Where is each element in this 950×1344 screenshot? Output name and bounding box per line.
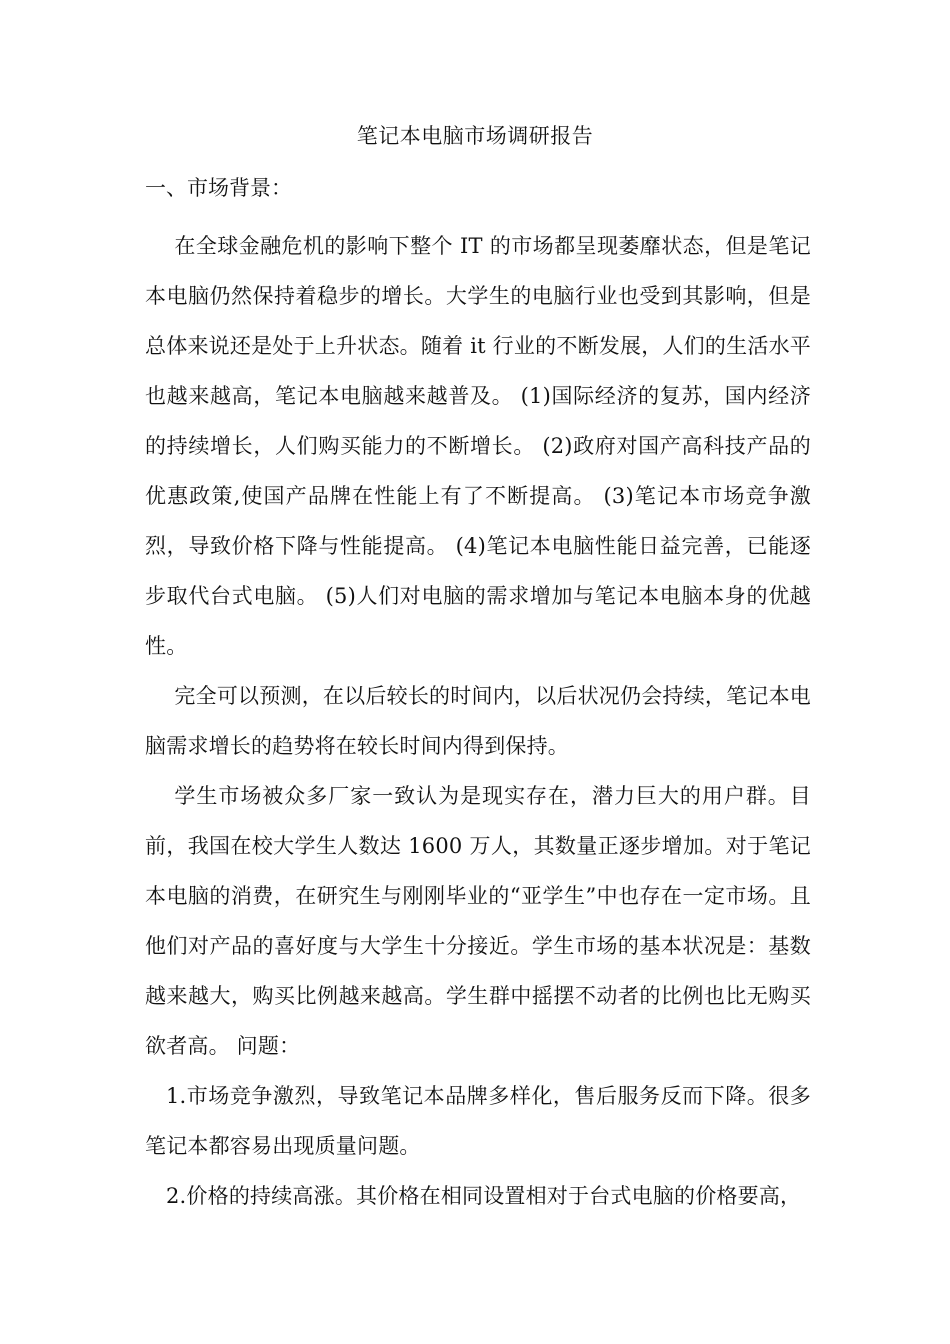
list-item-problem-1: 1.市场竞争激烈，导致笔记本品牌多样化，售后服务反而下降。很多笔记本都容易出现质量问题。 [145, 1084, 811, 1158]
section-heading-market-background: 一、市场背景： [145, 176, 292, 200]
paragraph-student-market: 学生市场被众多厂家一致认为是现实存在，潜力巨大的用户群。目前，我国在校大学生人数达 1600 万人，其数量正逐步增加。对于笔记本电脑的消费，在研究生与刚刚毕业的“亚学生”中也存在一定市场。且他们对产品的喜好度与大学生十分接近。学生市场的基本状况是：基数越来越大，购买比例越来越高。学生群中摇摆不动者的比例也比无购买欲者高。 问题： [145, 784, 811, 1058]
paragraph-market-background: 在全球金融危机的影响下整个 IT 的市场都呈现萎靡状态，但是笔记本电脑仍然保持着稳步的增长。大学生的电脑行业也受到其影响，但是总体来说还是处于上升状态。随着 it 行业的不断发展，人们的生活水平也越来越高，笔记本电脑越来越普及。 (1)国际经济的复苏，国内经济的持续增长，人们购买能力的不断增长。 (2)政府对国产高科技产品的优惠政策,使国产品牌在性能上有了不断提高。 (3)笔记本市场竞争激烈，导致价格下降与性能提高。 (4)笔记本电脑性能日益完善，已能逐步取代台式电脑。 (5)人们对电脑的需求增加与笔记本电脑本身的优越性。 [145, 234, 811, 658]
paragraph-forecast: 完全可以预测，在以后较长的时间内，以后状况仍会持续，笔记本电脑需求增长的趋势将在较长时间内得到保持。 [145, 684, 811, 758]
list-item-problem-2: 2.价格的持续高涨。其价格在相同设置相对于台式电脑的价格要高， [166, 1184, 802, 1208]
document-title: 笔记本电脑市场调研报告 [356, 124, 594, 148]
document-body [145, 221, 811, 1221]
